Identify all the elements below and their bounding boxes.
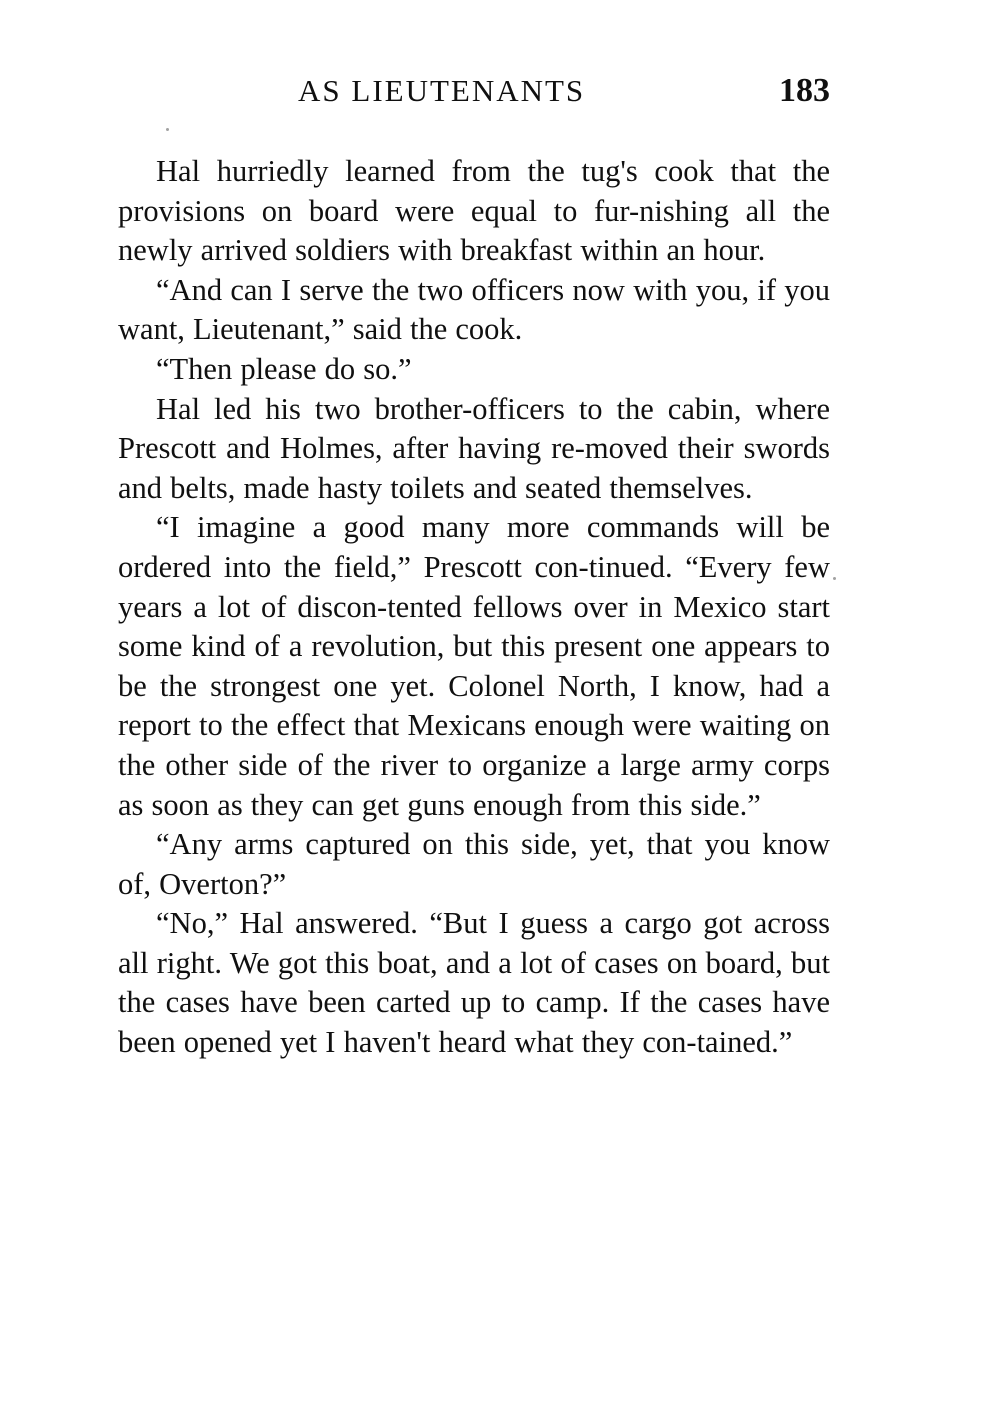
paper-speck [833, 577, 836, 580]
page-header [118, 72, 830, 110]
body-text [118, 152, 830, 1063]
paragraph: “No,” Hal answered. “But I guess a cargo got across all right. We got this boat, and a lot of cases on board, but the cases have been carted up to camp. If the cases have been opened yet I haven't heard what they con-tained.” [118, 906, 830, 1060]
paragraph: “And can I serve the two officers now with you, if you want, Lieutenant,” said the cook. [118, 272, 830, 347]
page-number: 183 [779, 72, 830, 109]
paragraph: Hal hurriedly learned from the tug's cook that the provisions on board were equal to fur-nishing all the newly arrived soldiers with breakfast within an hour. [118, 154, 830, 268]
paper-speck [166, 128, 169, 131]
running-head: AS LIEUTENANTS [298, 73, 586, 108]
paragraph: “Then please do so.” [156, 351, 412, 386]
paragraph: “I imagine a good many more commands will be ordered into the field,” Prescott con-tinued. “Every few years a lot of discon-tented fellows over in Mexico start some kind of a revolution, but this present one appears to be the strongest one yet. Colonel North, I know, had a report to the effect that Mexicans enough were waiting on the other side of the river to organize a large army corps as soon as they can get guns enough from this side.” [118, 510, 830, 822]
paragraph: Hal led his two brother-officers to the cabin, where Prescott and Holmes, after having re-moved their swords and belts, made hasty toilets and seated themselves. [118, 391, 830, 505]
paragraph: “Any arms captured on this side, yet, that you know of, Overton?” [118, 827, 830, 901]
